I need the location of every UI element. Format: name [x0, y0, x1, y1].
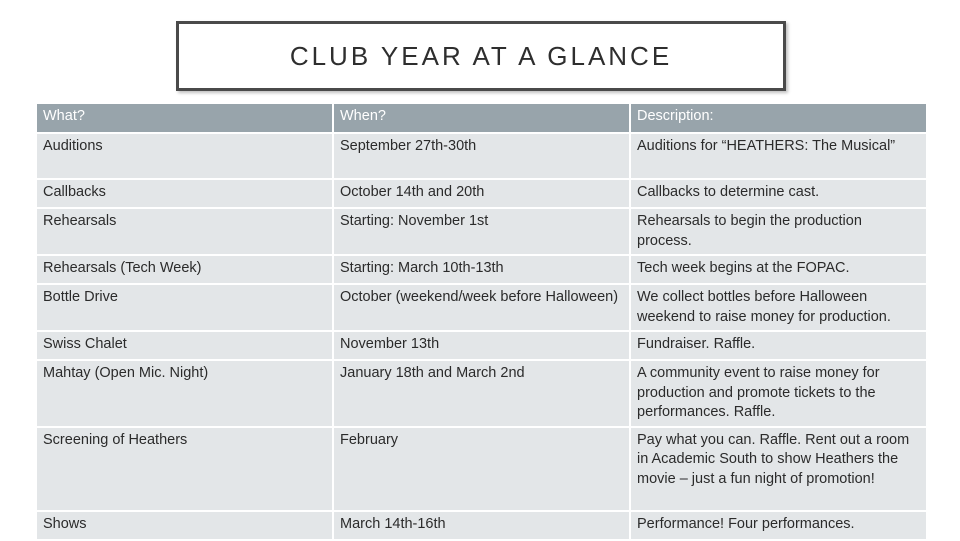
cell-what: Shows [36, 511, 333, 540]
cell-description: Rehearsals to begin the production process. [630, 208, 927, 255]
cell-when: January 18th and March 2nd [333, 360, 630, 427]
cell-when: March 14th-16th [333, 511, 630, 540]
cell-what: Rehearsals [36, 208, 333, 255]
title-box [176, 21, 786, 91]
cell-what: Bottle Drive [36, 284, 333, 331]
cell-when: November 13th [333, 331, 630, 360]
cell-description: Tech week begins at the FOPAC. [630, 255, 927, 284]
cell-what: Mahtay (Open Mic. Night) [36, 360, 333, 427]
cell-when: September 27th-30th [333, 133, 630, 179]
table-row [36, 331, 927, 360]
table-row [36, 284, 927, 331]
table-row [36, 255, 927, 284]
header-when: When? [333, 103, 630, 133]
header-what: What? [36, 103, 333, 133]
table-row [36, 511, 927, 540]
header-description: Description: [630, 103, 927, 133]
table-row [36, 427, 927, 511]
schedule-table [35, 102, 928, 541]
table-row [36, 208, 927, 255]
cell-when: February [333, 427, 630, 511]
cell-description: We collect bottles before Halloween weekend to raise money for production. [630, 284, 927, 331]
cell-when: Starting: November 1st [333, 208, 630, 255]
cell-description: Fundraiser. Raffle. [630, 331, 927, 360]
page-title: CLUB YEAR AT A GLANCE [289, 40, 673, 71]
cell-what: Rehearsals (Tech Week) [36, 255, 333, 284]
table-row [36, 179, 927, 208]
cell-description: Performance! Four performances. [630, 511, 927, 540]
table-row [36, 133, 927, 179]
cell-what: Screening of Heathers [36, 427, 333, 511]
table-row [36, 360, 927, 427]
table-header-row [36, 103, 927, 133]
cell-description: A community event to raise money for production and promote tickets to the performances. Raffle. [630, 360, 927, 427]
cell-what: Auditions [36, 133, 333, 179]
cell-when: Starting: March 10th-13th [333, 255, 630, 284]
cell-description: Pay what you can. Raffle. Rent out a room in Academic South to show Heathers the movie – just a fun night of promotion! [630, 427, 927, 511]
cell-description: Auditions for “HEATHERS: The Musical” [630, 133, 927, 179]
cell-when: October 14th and 20th [333, 179, 630, 208]
cell-when: October (weekend/week before Halloween) [333, 284, 630, 331]
cell-description: Callbacks to determine cast. [630, 179, 927, 208]
cell-what: Swiss Chalet [36, 331, 333, 360]
cell-what: Callbacks [36, 179, 333, 208]
